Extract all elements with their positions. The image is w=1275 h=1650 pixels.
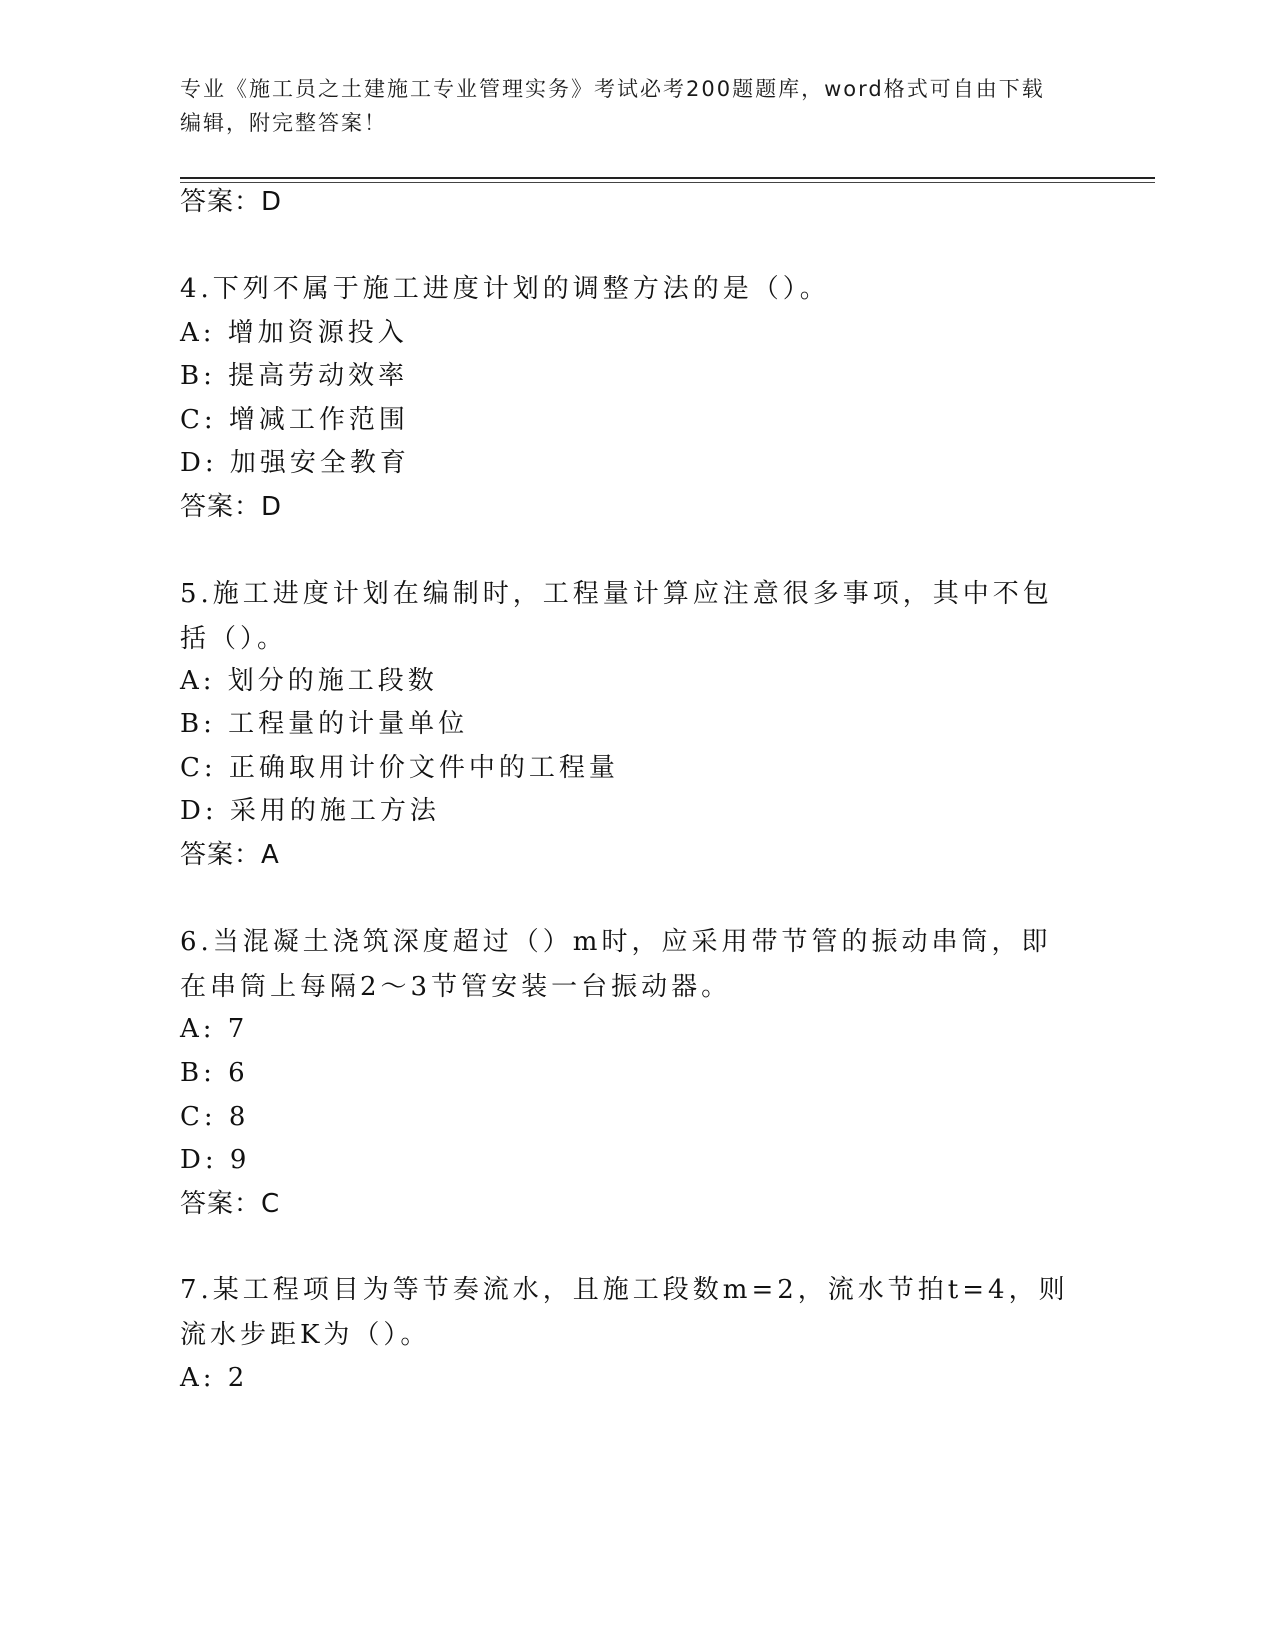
option-6-c: C: 8 bbox=[180, 1102, 250, 1132]
option-7-a: A: 2 bbox=[180, 1363, 249, 1393]
answer-q5: 答案：A bbox=[180, 840, 280, 870]
option-5-d: D: 采用的施工方法 bbox=[180, 796, 440, 826]
answer-q4: 答案：D bbox=[180, 492, 283, 522]
option-4-d: D: 加强安全教育 bbox=[180, 448, 410, 478]
option-4-a: A: 增加资源投入 bbox=[180, 318, 408, 348]
question-stem-5: 5.施工进度计划在编制时，工程量计算应注意很多事项，其中不包括（）。 bbox=[180, 579, 1053, 654]
option-4-c: C: 增减工作范围 bbox=[180, 405, 409, 435]
option-5-b: B: 工程量的计量单位 bbox=[180, 709, 469, 739]
page-header: 专业《施工员之土建施工专业管理实务》考试必考200题题库，word格式可自由下载编辑，附完整答案！ bbox=[180, 77, 1045, 135]
option-6-d: D: 9 bbox=[180, 1145, 251, 1175]
answer-q3: 答案：D bbox=[180, 187, 283, 217]
option-5-c: C: 正确取用计价文件中的工程量 bbox=[180, 753, 619, 783]
option-4-b: B: 提高劳动效率 bbox=[180, 361, 409, 391]
question-stem-7: 7.某工程项目为等节奏流水，且施工段数m=2，流水节拍t=4，则流水步距K为（）。 bbox=[180, 1275, 1069, 1350]
option-6-b: B: 6 bbox=[180, 1058, 249, 1088]
option-5-a: A: 划分的施工段数 bbox=[180, 666, 438, 696]
question-stem-4: 4.下列不属于施工进度计划的调整方法的是（）。 bbox=[180, 274, 830, 304]
question-stem-6: 6.当混凝土浇筑深度超过（）m时，应采用带节管的振动串筒，即在串筒上每隔2～3节管安装一台振动器。 bbox=[180, 927, 1052, 1002]
header-divider-thick bbox=[180, 177, 1155, 179]
answer-q6: 答案：C bbox=[180, 1189, 281, 1219]
option-6-a: A: 7 bbox=[180, 1014, 249, 1044]
